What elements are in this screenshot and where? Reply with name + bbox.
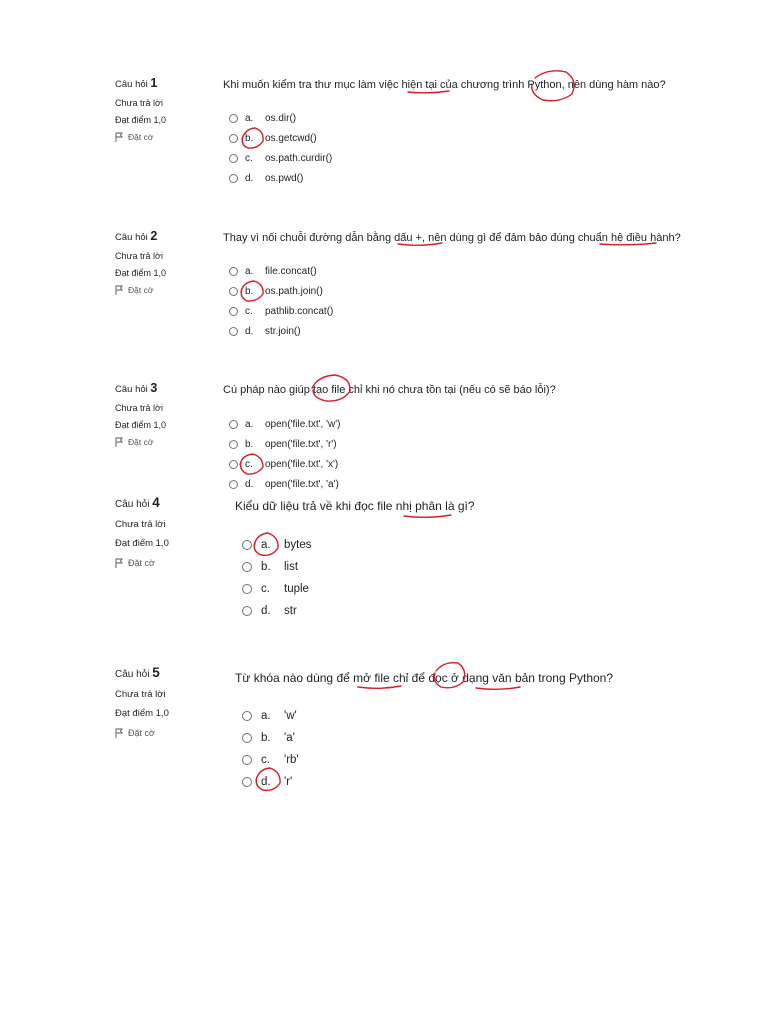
answer-options — [229, 261, 333, 341]
question-points: Đạt điểm 1,0 — [115, 115, 167, 125]
option-text: 'r' — [284, 776, 293, 788]
option-letter: d. — [245, 325, 254, 337]
question-number: Câu hỏi 3 — [115, 381, 158, 395]
underline-mark — [404, 515, 451, 517]
option-letter: b. — [245, 438, 254, 450]
option-letter: c. — [245, 458, 253, 470]
option-letter: c. — [261, 754, 270, 766]
question-text: Khi muốn kiểm tra thư mục làm việc hiện tại của chương trình Python, nên dùng hàm nào? — [223, 79, 666, 91]
option-text: 'w' — [284, 710, 297, 722]
radio-button[interactable] — [229, 307, 238, 316]
flag-question-button[interactable]: Đặt cờ — [115, 284, 220, 296]
radio-button[interactable] — [229, 134, 238, 143]
answer-option[interactable] — [229, 474, 340, 494]
answer-option[interactable] — [229, 454, 340, 474]
option-letter: a. — [245, 112, 254, 124]
question-status: Chưa trả lời — [115, 98, 163, 108]
option-text: open('file.txt', 'r') — [265, 438, 337, 450]
question-number: Câu hỏi 2 — [115, 229, 158, 243]
question-info — [115, 381, 220, 448]
question-number: Câu hỏi 4 — [115, 495, 160, 510]
underline-mark — [476, 687, 520, 689]
option-text: os.pwd() — [265, 172, 304, 184]
option-letter: b. — [245, 285, 254, 297]
option-text: open('file.txt', 'w') — [265, 418, 341, 430]
option-text: str.join() — [265, 325, 301, 337]
question-info — [115, 496, 220, 569]
flag-icon — [115, 132, 124, 142]
radio-button[interactable] — [242, 711, 252, 721]
radio-button[interactable] — [229, 327, 238, 336]
answer-options — [242, 534, 312, 622]
question-text: Cú pháp nào giúp tạo file chỉ khi nó chưa tồn tại (nếu có sẽ báo lỗi)? — [223, 384, 556, 396]
flag-icon — [115, 728, 124, 738]
question-text: Kiểu dữ liệu trả về khi đọc file nhị phân là gì? — [235, 499, 475, 513]
option-letter: b. — [261, 561, 271, 573]
question-points: Đạt điểm 1,0 — [115, 268, 167, 278]
answer-option[interactable] — [242, 727, 299, 749]
answer-option[interactable] — [242, 749, 299, 771]
radio-button[interactable] — [229, 420, 238, 429]
question-points: Đạt điểm 1,0 — [115, 708, 169, 719]
option-text: tuple — [284, 583, 309, 595]
radio-button[interactable] — [242, 606, 252, 616]
question-status: Chưa trả lời — [115, 251, 163, 261]
underline-mark — [358, 686, 401, 688]
radio-button[interactable] — [242, 540, 252, 550]
option-text: os.getcwd() — [265, 132, 317, 144]
answer-option[interactable] — [229, 128, 332, 148]
question-points: Đạt điểm 1,0 — [115, 538, 169, 549]
radio-button[interactable] — [229, 174, 238, 183]
question-number: Câu hỏi 1 — [115, 76, 158, 90]
option-text: bytes — [284, 539, 312, 551]
answer-option[interactable] — [229, 321, 333, 341]
radio-button[interactable] — [242, 584, 252, 594]
flag-question-button[interactable]: Đặt cờ — [115, 727, 220, 739]
flag-icon — [115, 437, 124, 447]
question-status: Chưa trả lời — [115, 519, 166, 530]
radio-button[interactable] — [229, 287, 238, 296]
radio-button[interactable] — [229, 154, 238, 163]
flag-question-button[interactable]: Đặt cờ — [115, 557, 220, 569]
answer-option[interactable] — [229, 261, 333, 281]
answer-option[interactable] — [229, 168, 332, 188]
option-letter: c. — [245, 152, 253, 164]
answer-option[interactable] — [229, 281, 333, 301]
option-letter: c. — [261, 583, 270, 595]
option-letter: d. — [245, 478, 254, 490]
radio-button[interactable] — [242, 562, 252, 572]
option-letter: a. — [261, 539, 271, 551]
question-points: Đạt điểm 1,0 — [115, 420, 167, 430]
option-letter: d. — [261, 605, 271, 617]
flag-icon — [115, 558, 124, 568]
answer-option[interactable] — [229, 301, 333, 321]
option-letter: d. — [245, 172, 254, 184]
option-text: open('file.txt', 'a') — [265, 478, 339, 490]
answer-option[interactable] — [242, 534, 312, 556]
question-status: Chưa trả lời — [115, 403, 163, 413]
option-letter: b. — [261, 732, 271, 744]
answer-option[interactable] — [242, 556, 312, 578]
option-text: os.path.curdir() — [265, 152, 333, 164]
answer-option[interactable] — [229, 108, 332, 128]
question-info — [115, 76, 220, 143]
flag-question-button[interactable]: Đặt cờ — [115, 131, 220, 143]
question-text: Từ khóa nào dùng để mở file chỉ để đọc ở dạng văn bản trong Python? — [235, 671, 614, 685]
question-info — [115, 666, 220, 739]
question-text: Thay vì nối chuỗi đường dẫn bằng dấu +, nên dùng gì để đảm bảo đúng chuẩn hệ điều hành? — [223, 232, 681, 244]
option-letter: a. — [245, 418, 254, 430]
answer-option[interactable] — [242, 771, 299, 793]
option-text: os.dir() — [265, 112, 297, 124]
answer-options — [229, 414, 340, 494]
option-text: str — [284, 605, 297, 617]
option-text: os.path.join() — [265, 285, 323, 297]
flag-icon — [115, 285, 124, 295]
answer-option[interactable] — [229, 434, 340, 454]
answer-option[interactable] — [229, 148, 332, 168]
option-letter: c. — [245, 305, 253, 317]
radio-button[interactable] — [242, 733, 252, 743]
answer-option[interactable] — [242, 600, 312, 622]
answer-option[interactable] — [229, 414, 340, 434]
option-text: file.concat() — [265, 265, 317, 277]
radio-button[interactable] — [229, 267, 238, 276]
option-text: 'a' — [284, 732, 295, 744]
question-number: Câu hỏi 5 — [115, 665, 160, 680]
option-text: list — [284, 561, 299, 573]
question-status: Chưa trả lời — [115, 689, 166, 700]
question-info — [115, 229, 220, 296]
answer-options — [242, 705, 299, 793]
radio-button[interactable] — [229, 480, 238, 489]
radio-button[interactable] — [229, 440, 238, 449]
option-letter: a. — [245, 265, 254, 277]
radio-button[interactable] — [242, 777, 252, 787]
option-text: pathlib.concat() — [265, 305, 334, 317]
flag-question-button[interactable]: Đặt cờ — [115, 436, 220, 448]
option-text: 'rb' — [284, 754, 299, 766]
option-letter: b. — [245, 132, 254, 144]
radio-button[interactable] — [242, 755, 252, 765]
option-letter: d. — [261, 776, 271, 788]
option-letter: a. — [261, 710, 271, 722]
radio-button[interactable] — [229, 460, 238, 469]
answer-options — [229, 108, 332, 188]
answer-option[interactable] — [242, 578, 312, 600]
option-text: open('file.txt', 'x') — [265, 458, 339, 470]
answer-option[interactable] — [242, 705, 299, 727]
radio-button[interactable] — [229, 114, 238, 123]
